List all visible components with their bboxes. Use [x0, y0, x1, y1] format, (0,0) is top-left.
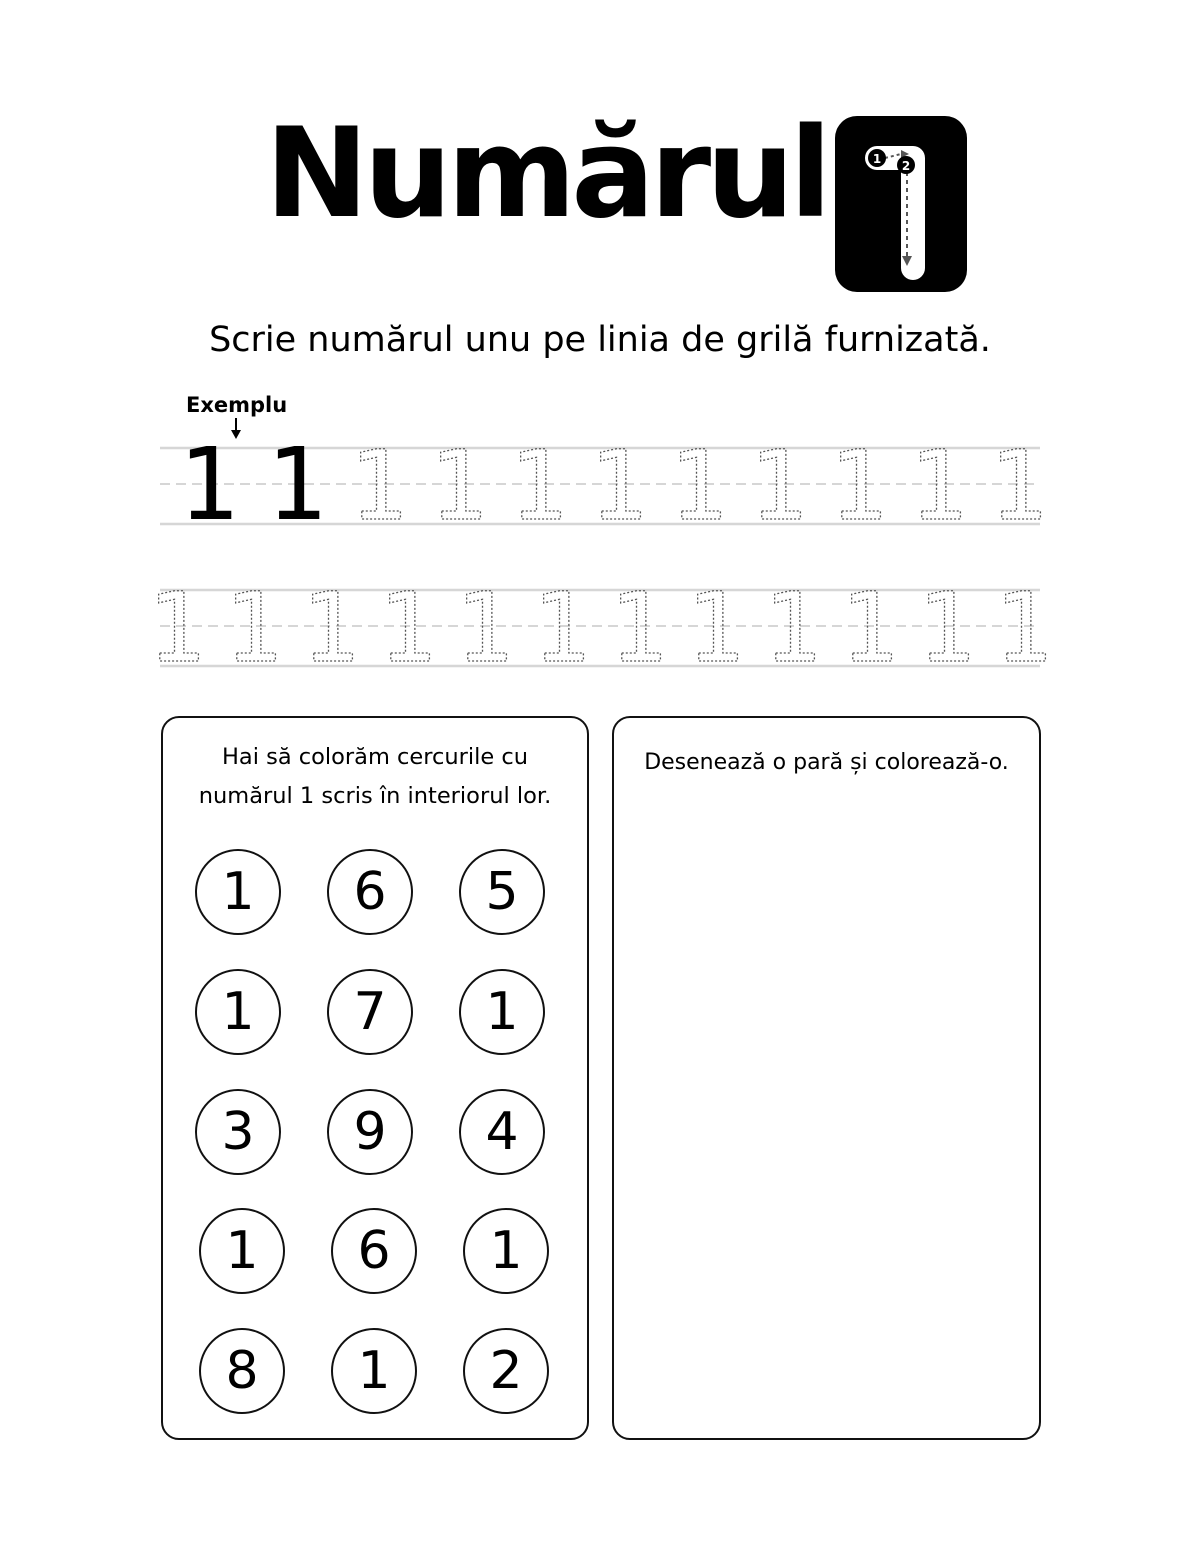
traced-digit: 1: [609, 572, 667, 684]
traced-digit: 1: [686, 572, 744, 684]
number-circle[interactable]: 6: [327, 849, 413, 935]
traced-digit: 1: [455, 572, 513, 684]
number-circle[interactable]: 4: [459, 1089, 545, 1175]
traced-digit: 1: [763, 572, 821, 684]
traced-digit: 1: [749, 430, 807, 542]
number-one-stroke-guide-icon: [835, 116, 967, 292]
badge-step-2: 2: [901, 159, 911, 173]
traced-digit: 1: [429, 430, 487, 542]
page-title: Numărul: [265, 102, 827, 246]
example-digit: 1: [265, 426, 327, 543]
number-circle[interactable]: 1: [459, 969, 545, 1055]
traced-digit: 1: [840, 572, 898, 684]
number-circle[interactable]: 7: [327, 969, 413, 1055]
traced-digit: 1: [829, 430, 887, 542]
example-label: Exemplu: [186, 393, 288, 417]
traced-digit: 1: [532, 572, 590, 684]
number-circle[interactable]: 3: [195, 1089, 281, 1175]
traced-digit: 1: [989, 430, 1047, 542]
example-digit: 1: [177, 426, 239, 543]
instruction-text: Scrie numărul unu pe linia de grilă furnizată.: [209, 320, 991, 360]
number-circle[interactable]: 1: [195, 849, 281, 935]
tracing-row-2[interactable]: [147, 572, 1052, 684]
badge-step-1: 1: [872, 152, 882, 166]
number-circle[interactable]: 1: [195, 969, 281, 1055]
traced-digit: 1: [301, 572, 359, 684]
traced-digit: 1: [509, 430, 567, 542]
number-circle[interactable]: 2: [463, 1328, 549, 1414]
traced-digit: 1: [349, 430, 407, 542]
draw-instruction: Desenează o pară și colorează-o.: [644, 750, 1009, 775]
traced-digit: 1: [994, 572, 1052, 684]
number-circle[interactable]: 8: [199, 1328, 285, 1414]
traced-digit: 1: [917, 572, 975, 684]
number-circle[interactable]: 1: [463, 1208, 549, 1294]
traced-digit: 1: [909, 430, 967, 542]
drawing-panel[interactable]: [612, 716, 1041, 1440]
traced-digit: 1: [589, 430, 647, 542]
number-circle[interactable]: 1: [331, 1328, 417, 1414]
traced-digit: 1: [147, 572, 205, 684]
traced-digit: 1: [378, 572, 436, 684]
number-circle[interactable]: 6: [331, 1208, 417, 1294]
number-circle[interactable]: 5: [459, 849, 545, 935]
traced-digit: 1: [669, 430, 727, 542]
traced-digit: 1: [224, 572, 282, 684]
number-circle[interactable]: 9: [327, 1089, 413, 1175]
circles-instruction: Hai să colorăm cercurile cu numărul 1 scris în interiorul lor.: [198, 744, 552, 809]
number-circle[interactable]: 1: [199, 1208, 285, 1294]
color-circles-panel: [161, 716, 589, 1440]
tracing-row-1[interactable]: [160, 426, 1047, 543]
